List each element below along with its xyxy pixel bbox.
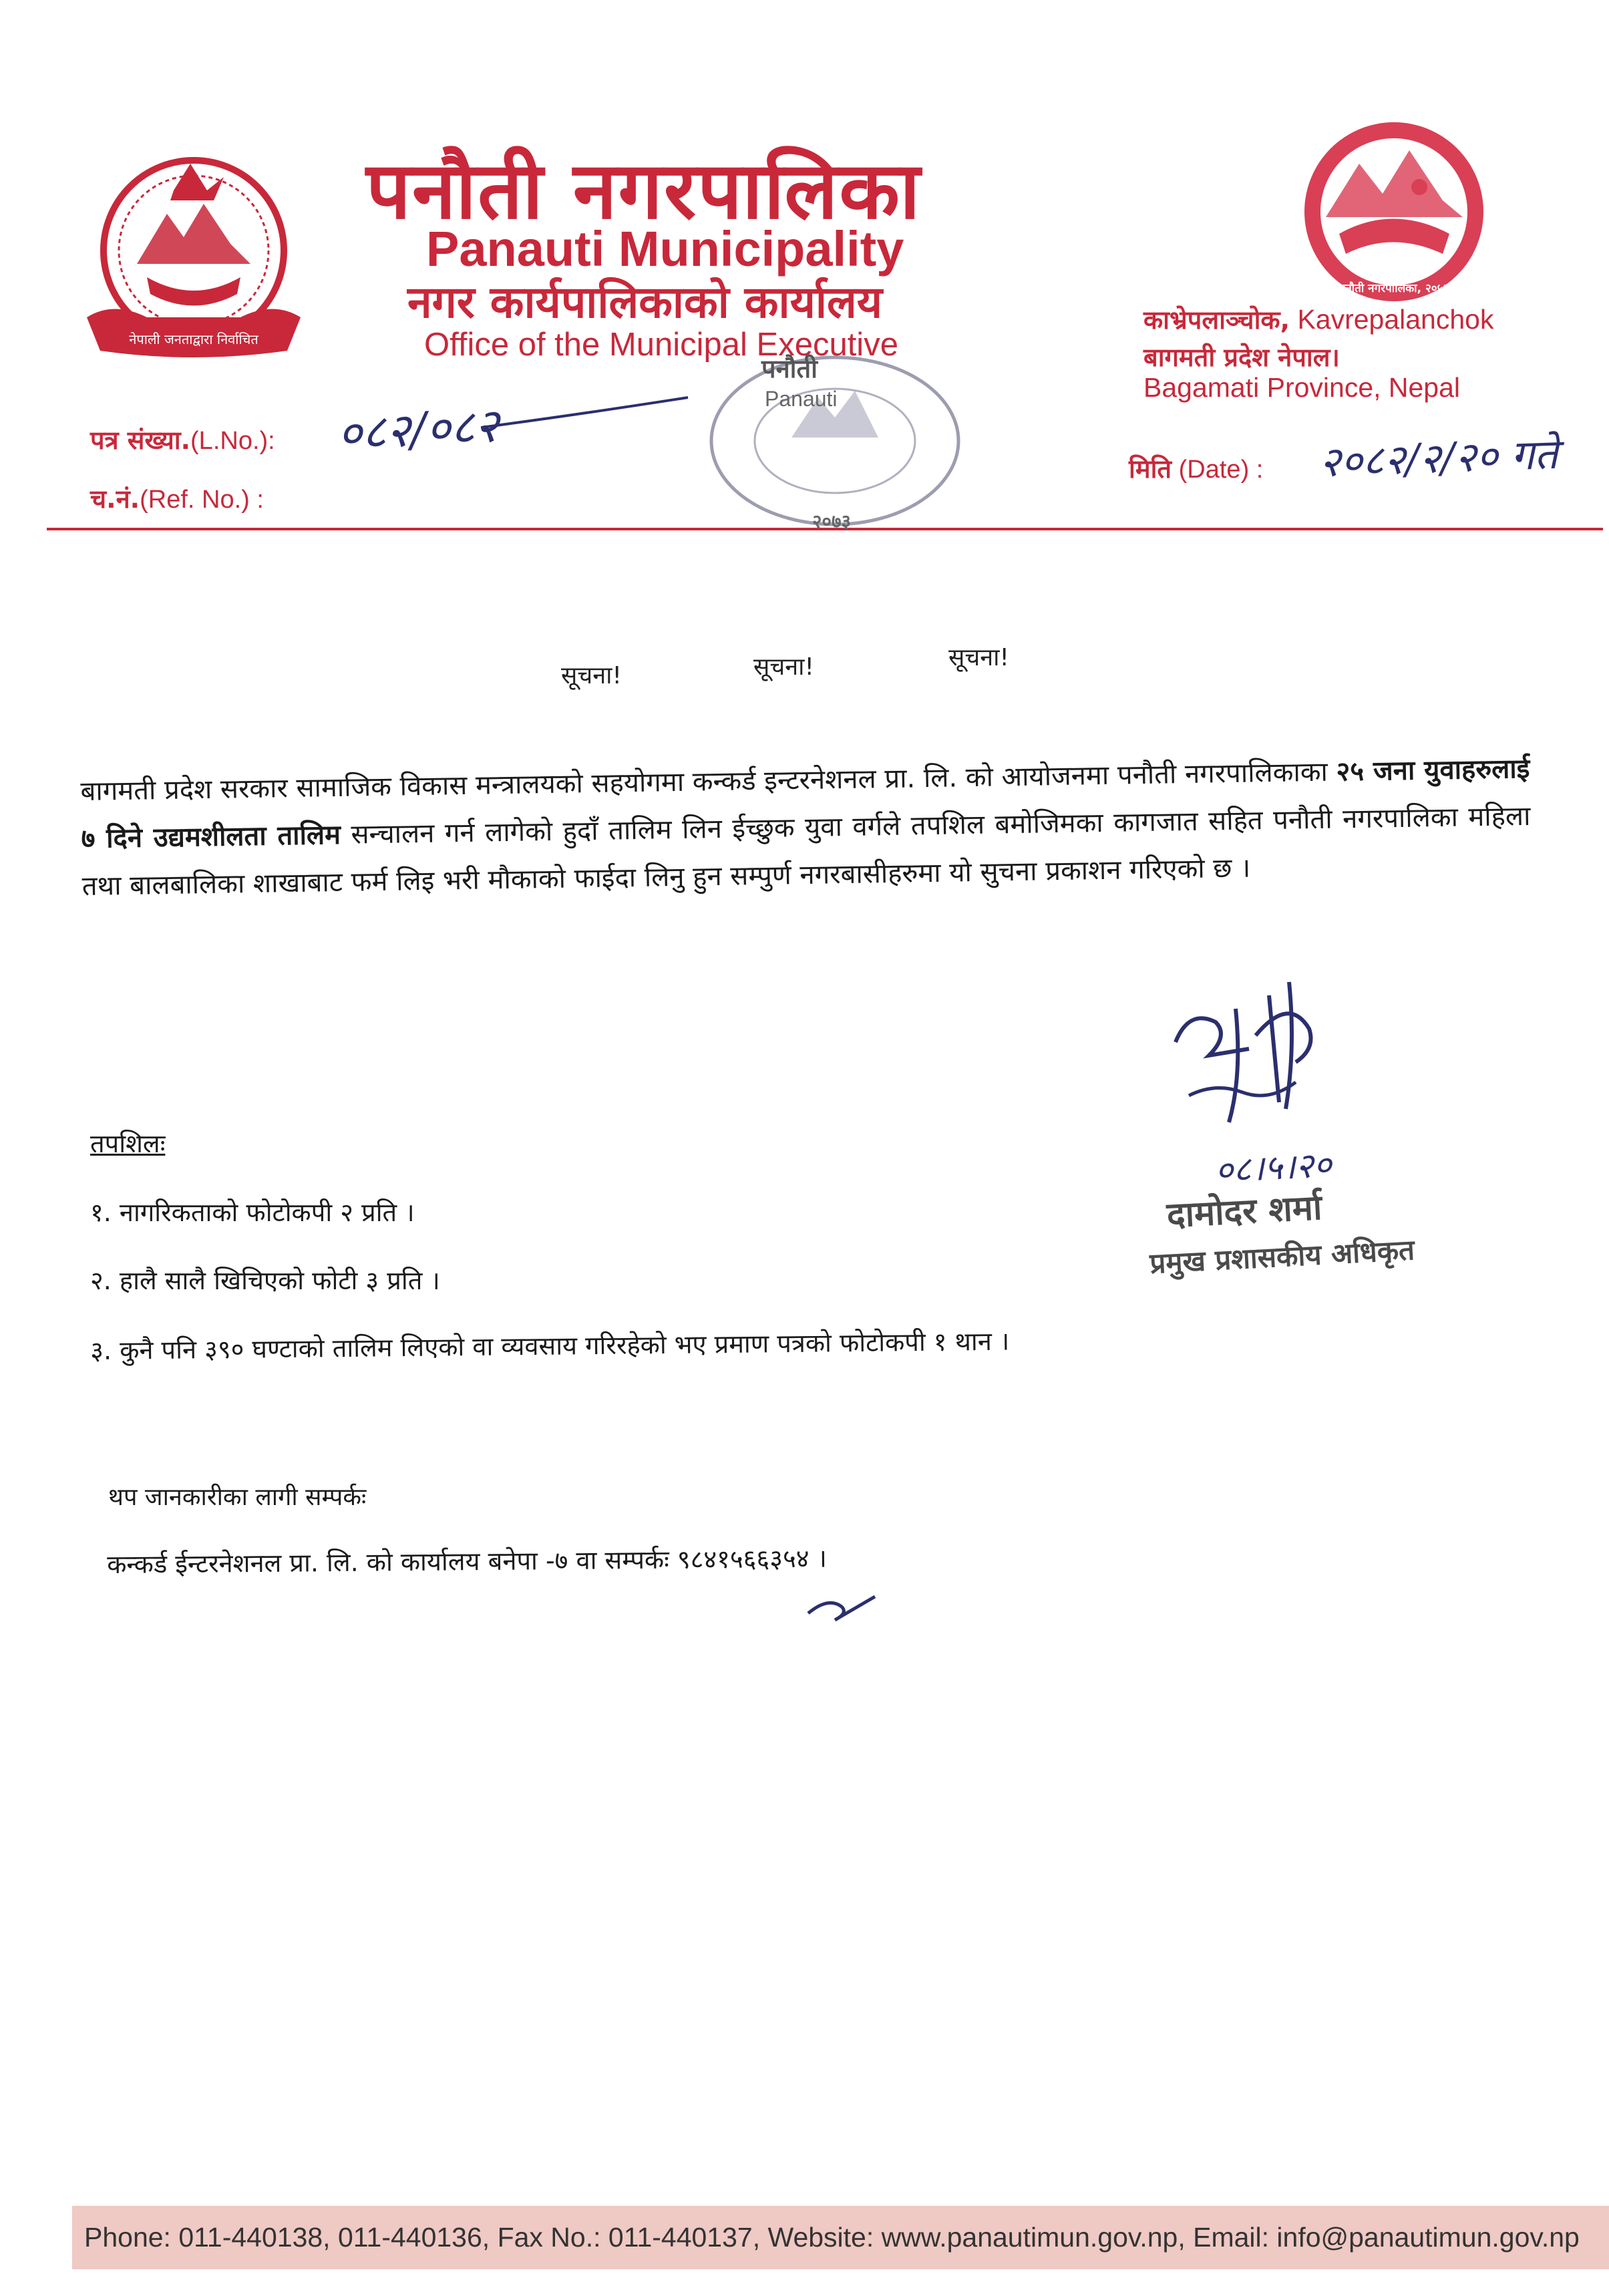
address-district-en: Kavrepalanchok (1297, 304, 1494, 335)
address-line-1 (1143, 302, 1493, 337)
handwritten-sign-date: ०८।५।२० (1214, 1144, 1333, 1191)
office-seal-icon (661, 327, 975, 534)
emblem-ribbon-text: नेपाली जनताद्वारा निर्वाचित (129, 331, 258, 347)
contact-title: थप जानकारीका लागी सम्पर्कः (108, 1484, 367, 1511)
municipality-name-en: Panauti Municipality (426, 221, 904, 277)
office-name-np: नगर कार्यपालिकाको कार्यालय (407, 276, 882, 328)
notice-paragraph-part-1: बागमती प्रदेश सरकार सामाजिक विकास मन्त्रालयको सहयोगमा कन्कर्ड इन्टरनेशनल प्रा. लि. को आयोजनमा पनौती नगरपालिकाका (80, 756, 1336, 807)
stamp-officer-name: दामोदर शर्मा (1166, 1187, 1323, 1236)
ref-no-label (90, 481, 264, 516)
notice-paragraph (80, 746, 1532, 911)
address-district-np: काभ्रेपलाञ्चोक, (1143, 305, 1290, 335)
notice-heading-3: सूचना! (948, 644, 1009, 671)
handwritten-mark-icon (801, 1583, 882, 1630)
ref-no-label-en: (Ref. No.) : (140, 486, 264, 514)
footer-bar (72, 2206, 1609, 2269)
contact-line: कन्कर्ड ईन्टरनेशनल प्रा. लि. को कार्यालय बनेपा -७ वा सम्पर्कः ९८४१५६६३५४ । (107, 1543, 828, 1579)
schedule-item-1: १. नागरिकताको फोटोकपी २ प्रति । (90, 1198, 415, 1227)
letter-no-label-np: पत्र संख्या. (90, 426, 191, 455)
office-name-en: Office of the Municipal Executive (424, 327, 898, 363)
address-province-np: बागमती प्रदेश नेपाल। (1143, 343, 1340, 372)
seal-name-np: पनौती (761, 354, 818, 383)
seal-year: २०७३ (812, 510, 852, 532)
letter-no-label-en: (L.No.): (190, 427, 275, 455)
footer-contact-info: Phone: 011-440138, 011-440136, Fax No.: 011-440137, Website: www.panautimun.gov.np, Email: info@panautimun.gov.np (84, 2222, 1580, 2253)
nepal-emblem-icon (73, 150, 314, 371)
notice-paragraph-highlight: २५ जना युवाहरुलाई ७ दिने उद्यमशीलता तालिम (81, 753, 1530, 854)
date-label-np: मिति (1129, 454, 1172, 484)
address-province-en: Bagamati Province, Nepal (1143, 372, 1461, 403)
stamp-officer-title: प्रमुख प्रशासकीय अधिकृत (1149, 1233, 1416, 1280)
seal-name-en: Panauti (765, 387, 838, 411)
schedule-title: तपशिलः (90, 1129, 166, 1158)
date-label (1129, 451, 1263, 486)
panauti-municipality-logo-icon (1299, 117, 1489, 307)
notice-heading-1: सूचना! (561, 662, 622, 689)
date-value: २०८२/२/२० गते (1318, 429, 1559, 487)
letter-no-label (90, 422, 275, 457)
schedule-item-3: ३. कुनै पनि ३९० घण्टाको तालिम लिएको वा व्यवसाय गरिरहेको भए प्रमाण पत्रको फोटोकपी १ थान । (90, 1326, 1010, 1365)
municipality-name-np: पनौती नगरपालिका (366, 144, 922, 236)
schedule-item-2: २. हालै सालै खिचिएको फोटी ३ प्रति । (90, 1266, 440, 1295)
ref-no-label-np: च.नं. (90, 484, 140, 514)
logo-ring-text: पनौती नगरपालिका, २०५३ (1338, 282, 1449, 295)
notice-heading-2: सूचना! (753, 653, 814, 681)
notice-paragraph-part-2: सन्चालन गर्न लागेको हुदाँ तालिम लिन ईच्छुक युवा वर्गले तपशिल बमोजिमका कागजात सहित पनौती नगरपालिका महिला तथा बालबालिका शाखाबाट फर्म लिइ भरी मौकाको फाईदा लिनु हुन सम्पुर्ण नगरबासीहरुमा यो सुचना प्रकाशन गरिएको छ । (81, 800, 1531, 902)
letter-no-value: ०८२/०८२ (336, 397, 501, 462)
date-label-en: (Date) : (1178, 456, 1264, 484)
